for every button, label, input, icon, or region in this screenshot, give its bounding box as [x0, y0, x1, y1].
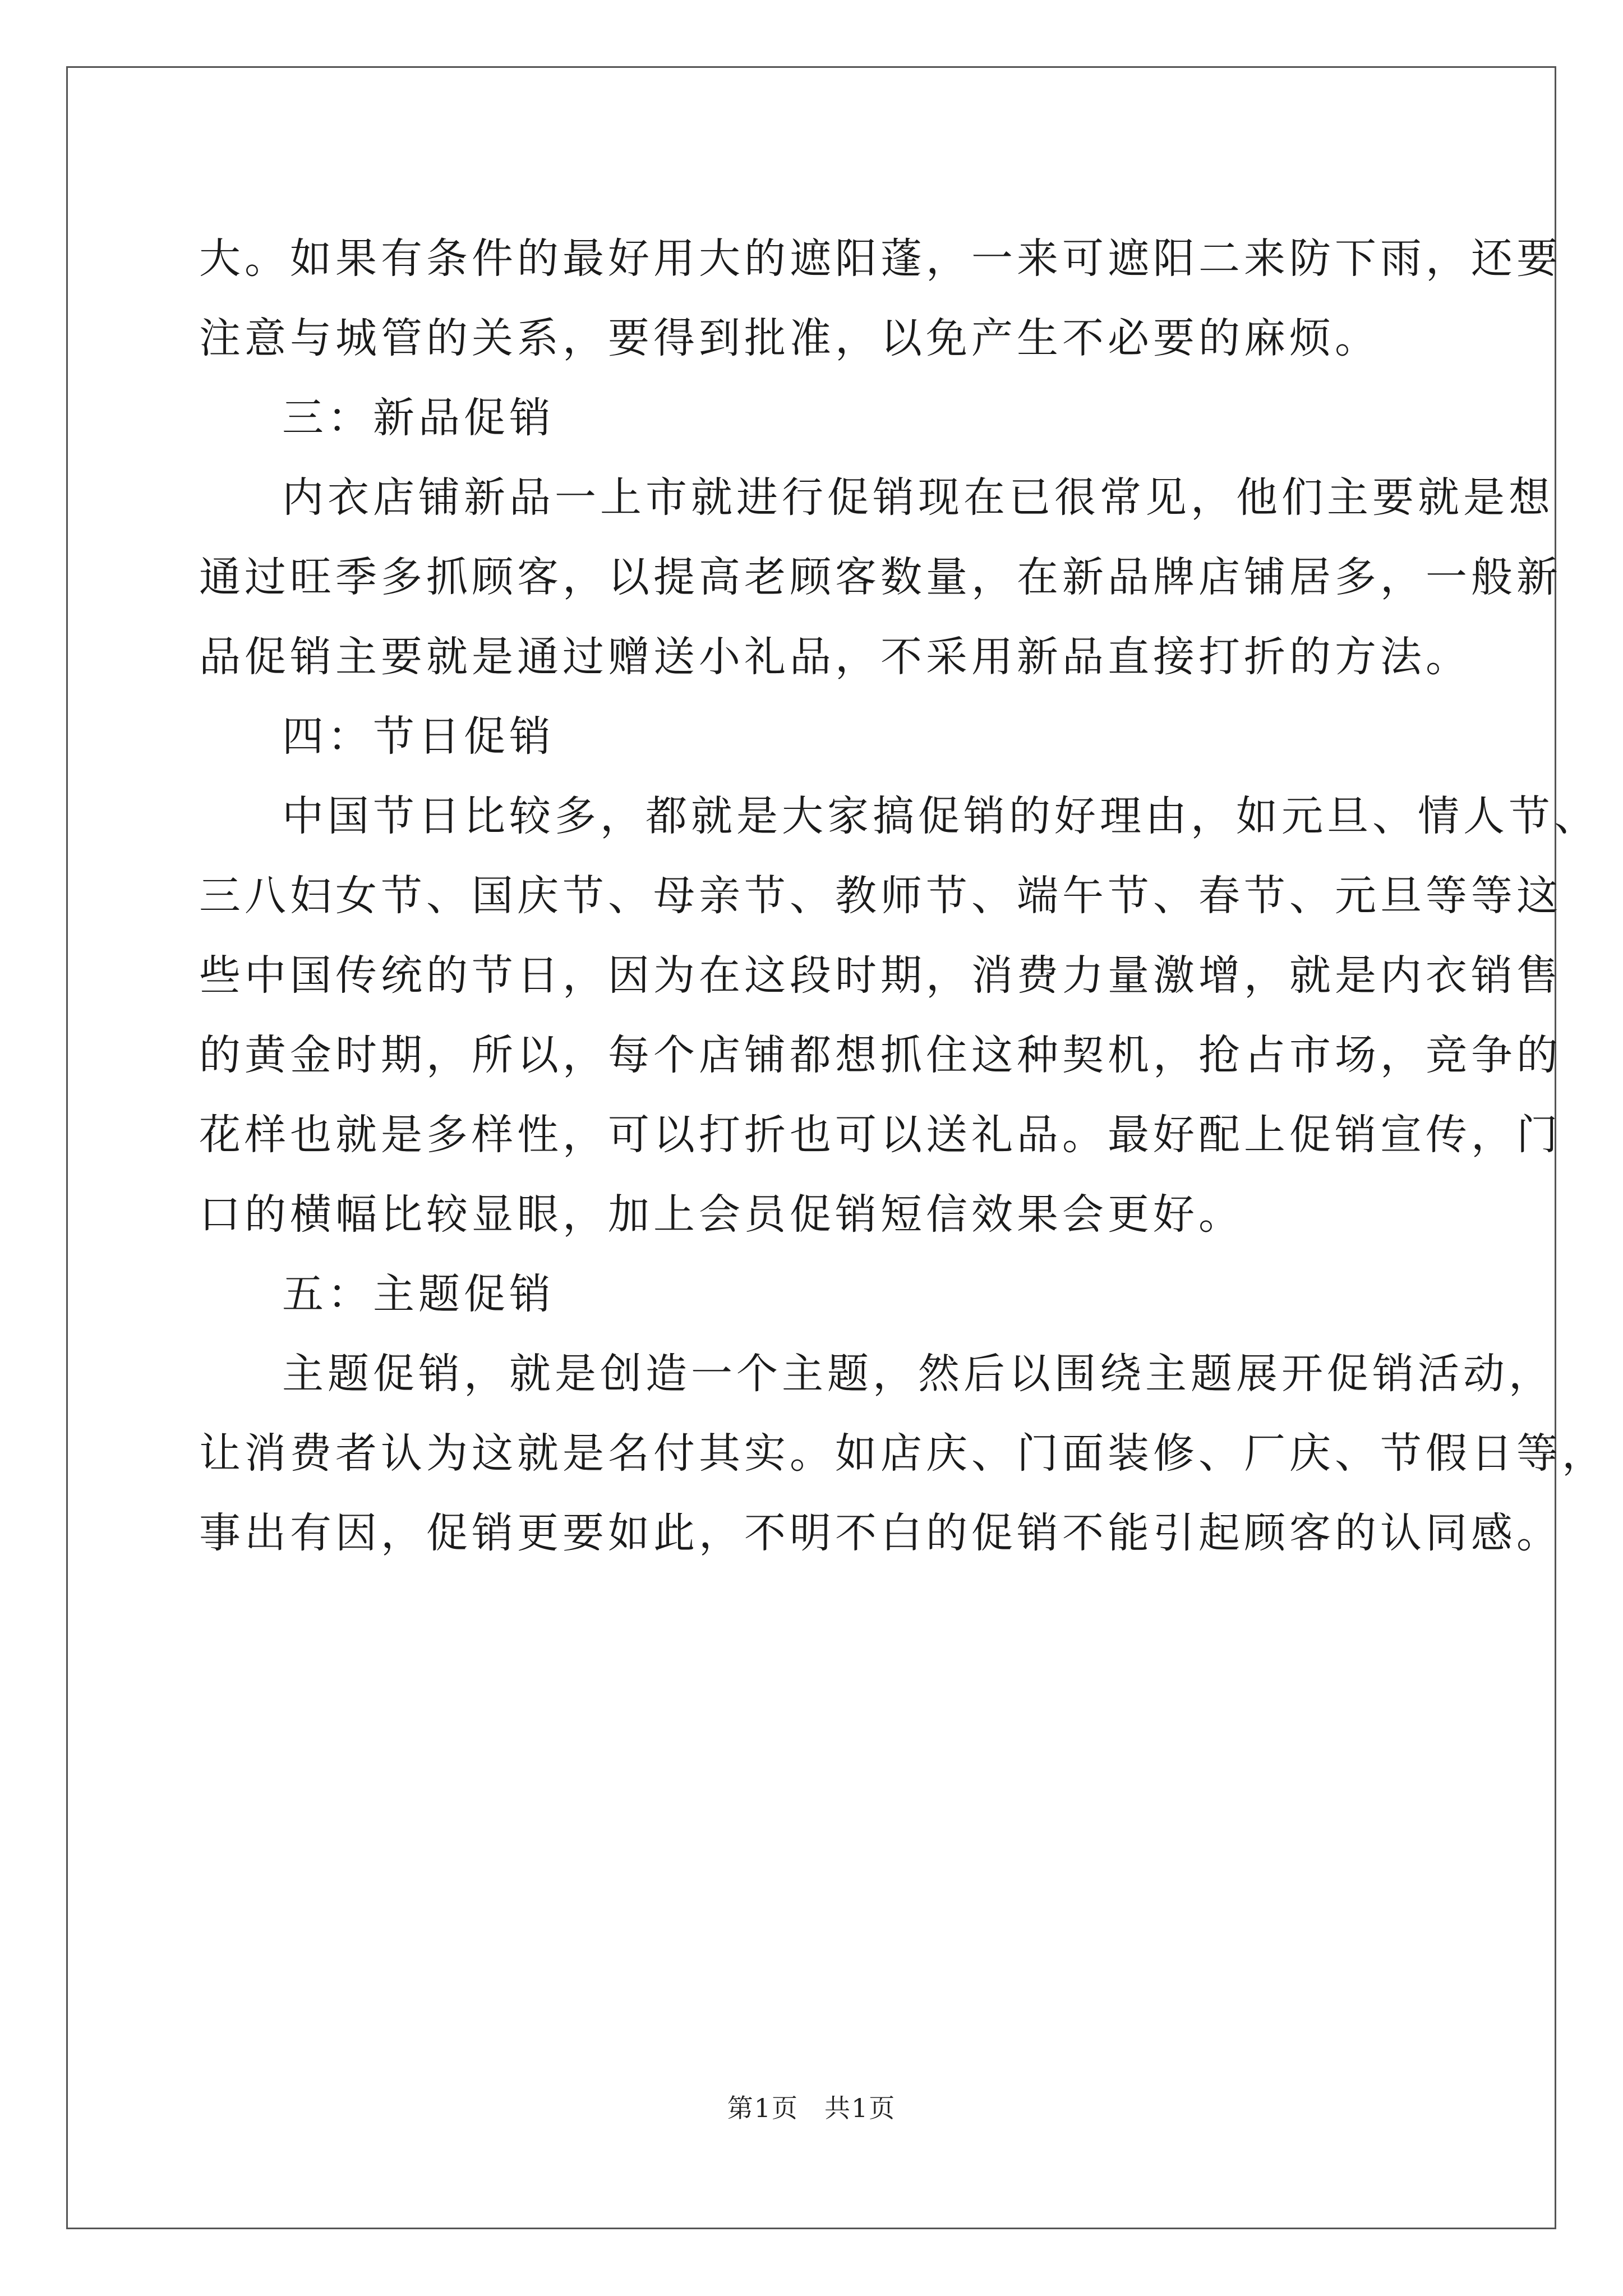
text-line: 注意与城管的关系，要得到批准，以免产生不必要的麻烦。 [199, 314, 1380, 362]
document-body [199, 219, 1607, 1573]
text-line: 通过旺季多抓顾客，以提高老顾客数量，在新品牌店铺居多，一般新 [199, 553, 1562, 601]
text-line: 口的横幅比较显眼，加上会员促销短信效果会更好。 [199, 1190, 1244, 1239]
text-line: 让消费者认为这就是名付其实。如店庆、门面装修、厂庆、节假日等， [199, 1429, 1607, 1478]
text-line: 三：新品促销 [282, 394, 555, 442]
text-line: 内衣店铺新品一上市就进行促销现在已很常见，他们主要就是想 [282, 473, 1554, 522]
page-number-total: 共1页 [824, 2093, 896, 2123]
text-line: 的黄金时期，所以，每个店铺都想抓住这种契机，抢占市场，竞争的 [199, 1031, 1562, 1079]
text-line: 三八妇女节、国庆节、母亲节、教师节、端午节、春节、元旦等等这 [199, 872, 1562, 920]
text-line: 事出有因，促销更要如此，不明不白的促销不能引起顾客的认同感。 [199, 1509, 1562, 1557]
text-line: 五：主题促销 [282, 1270, 555, 1318]
text-line: 大。如果有条件的最好用大的遮阳蓬，一来可遮阳二来防下雨，还要 [199, 234, 1562, 283]
text-line: 中国节日比较多，都就是大家搞促销的好理由，如元旦、情人节、 [282, 792, 1599, 840]
page-footer [0, 2088, 1623, 2125]
text-line: 主题促销，就是创造一个主题，然后以围绕主题展开促销活动， [282, 1350, 1554, 1398]
text-line: 些中国传统的节日，因为在这段时期，消费力量激增，就是内衣销售 [199, 951, 1562, 1000]
page-number-current: 第1页 [727, 2093, 799, 2123]
text-line: 花样也就是多样性，可以打折也可以送礼品。最好配上促销宣传，门 [199, 1111, 1562, 1159]
text-line: 品促销主要就是通过赠送小礼品，不采用新品直接打折的方法。 [199, 633, 1471, 681]
text-line: 四：节日促销 [282, 712, 555, 761]
